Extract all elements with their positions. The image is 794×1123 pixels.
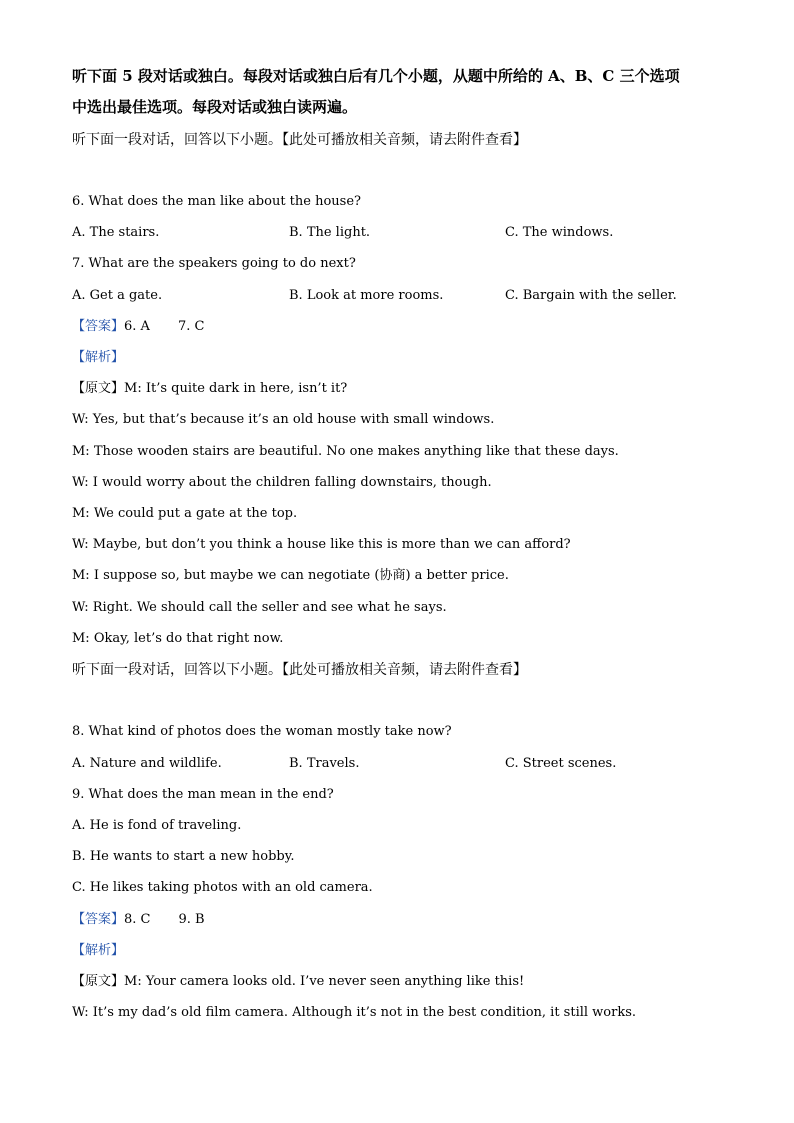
q7-option-c: C. Bargain with the seller.: [505, 288, 677, 303]
q6-option-a: A. The stairs.: [72, 225, 160, 240]
transcript-tag: 【原文】: [72, 974, 125, 989]
analysis-tag: 【解析】: [72, 943, 125, 958]
transcript-line: W: It’s my dad’s old film camera. Although it’s not in the best condition, it still works.: [72, 1005, 637, 1020]
q9-option-b: B. He wants to start a new hobby.: [72, 849, 295, 864]
instruction-line-1: 听下面 5 段对话或独白。每段对话或独白后有几个小题，从题中所给的 A、B、C 三个选项: [72, 67, 680, 85]
q7-option-a: A. Get a gate.: [72, 288, 163, 303]
q9-option-c: C. He likes taking photos with an old camera.: [72, 880, 373, 895]
section1-prompt: 听下面一段对话，回答以下小题。【此处可播放相关音频，请去附件查看】: [72, 132, 527, 148]
transcript-text: M: Your camera looks old. I’ve never seen anything like this!: [124, 974, 525, 989]
answer-value: 9. B: [178, 912, 205, 927]
q9-option-a: A. He is fond of traveling.: [72, 818, 242, 833]
transcript-text: M: It’s quite dark in here, isn’t it?: [124, 381, 348, 396]
answer-line-2: [72, 911, 205, 929]
transcript-line: M: Those wooden stairs are beautiful. No one makes anything like that these days.: [72, 444, 619, 459]
answer-value: 7. C: [177, 319, 205, 334]
instruction-line-2: 中选出最佳选项。每段对话或独白读两遍。: [72, 98, 358, 116]
answer-line-1: [72, 318, 204, 336]
transcript-line: M: I suppose so, but maybe we can negotiate (协商) a better price.: [72, 568, 509, 583]
transcript-tag: 【原文】: [72, 381, 125, 396]
analysis-tag: 【解析】: [72, 350, 125, 365]
transcript-line: W: I would worry about the children falling downstairs, though.: [72, 475, 492, 490]
transcript-line: [72, 380, 347, 398]
transcript-line: M: We could put a gate at the top.: [72, 506, 298, 521]
q6-option-c: C. The windows.: [505, 225, 614, 240]
transcript-line: W: Right. We should call the seller and see what he says.: [72, 600, 447, 615]
answer-tag: 【答案】: [72, 319, 125, 334]
q8-option-b: B. Travels.: [289, 756, 360, 771]
answer-value: 8. C: [124, 912, 151, 927]
answer-value: 6. A: [124, 319, 150, 334]
question-8: 8. What kind of photos does the woman mostly take now?: [72, 724, 452, 739]
question-7: 7. What are the speakers going to do next?: [72, 256, 356, 271]
q7-option-b: B. Look at more rooms.: [289, 288, 444, 303]
transcript-line: [72, 973, 524, 991]
transcript-line: W: Yes, but that’s because it’s an old house with small windows.: [72, 412, 495, 427]
section2-prompt: 听下面一段对话，回答以下小题。【此处可播放相关音频，请去附件查看】: [72, 662, 527, 678]
question-6: 6. What does the man like about the house?: [72, 194, 362, 209]
transcript-line: M: Okay, let’s do that right now.: [72, 631, 284, 646]
question-9: 9. What does the man mean in the end?: [72, 787, 334, 802]
transcript-line: W: Maybe, but don’t you think a house like this is more than we can afford?: [72, 537, 571, 552]
answer-tag: 【答案】: [72, 912, 125, 927]
q8-option-a: A. Nature and wildlife.: [72, 756, 222, 771]
q6-option-b: B. The light.: [289, 225, 371, 240]
q8-option-c: C. Street scenes.: [505, 756, 617, 771]
